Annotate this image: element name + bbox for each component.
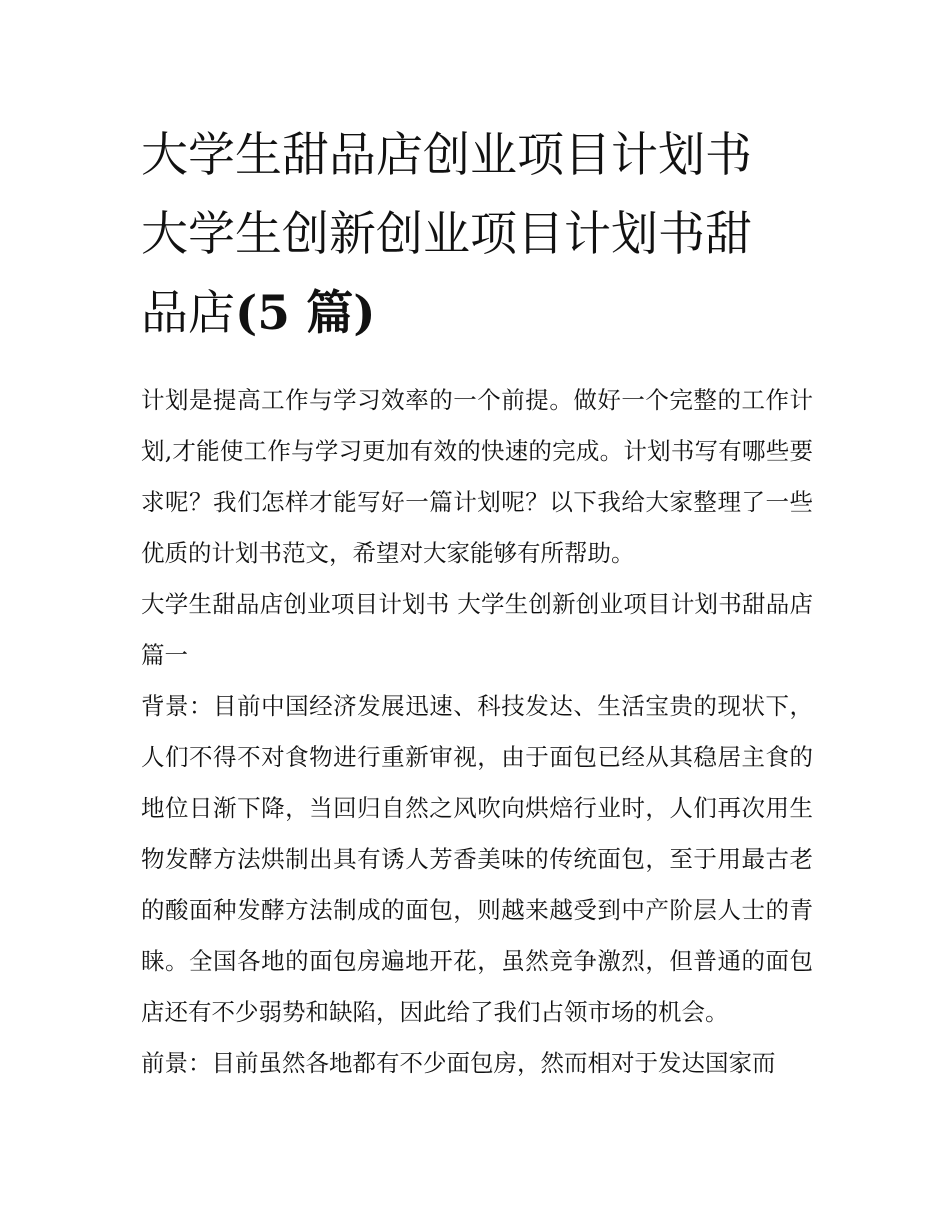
document-page: [141, 116, 813, 1089]
section-heading: 大学生甜品店创业项目计划书 大学生创新创业项目计划书甜品店篇一: [141, 590, 813, 669]
document-title: [141, 116, 813, 353]
title-line-2: 大学生创新创业项目计划书甜: [141, 207, 752, 262]
title-line-3: 品店: [141, 286, 235, 341]
background-paragraph: 背景：目前中国经济发展迅速、科技发达、生活宝贵的现状下，人们不得不对食物进行重新审视，由于面包已经从其稳居主食的地位日渐下降，当回归自然之风吹向烘焙行业时，人们再次用生物发酵方法烘制出具有诱人芳香美味的传统面包，至于用最古老的酸面种发酵方法制成的面包，则越来越受到中产阶层人士的青睐。全国各地的面包房遍地开花，虽然竞争激烈，但普通的面包店还有不少弱势和缺陷，因此给了我们占领市场的机会。: [141, 692, 813, 1026]
title-suffix: (5 篇): [235, 286, 376, 341]
title-line-1: 大学生甜品店创业项目计划书: [141, 128, 752, 183]
intro-paragraph: 计划是提高工作与学习效率的一个前提。做好一个完整的工作计划,才能使工作与学习更加有效的快速的完成。计划书写有哪些要求呢？我们怎样才能写好一篇计划呢？以下我给大家整理了一些优质的计划书范文，希望对大家能够有所帮助。: [141, 386, 813, 567]
prospect-paragraph: 前景：目前虽然各地都有不少面包房，然而相对于发达国家而: [141, 1049, 776, 1077]
